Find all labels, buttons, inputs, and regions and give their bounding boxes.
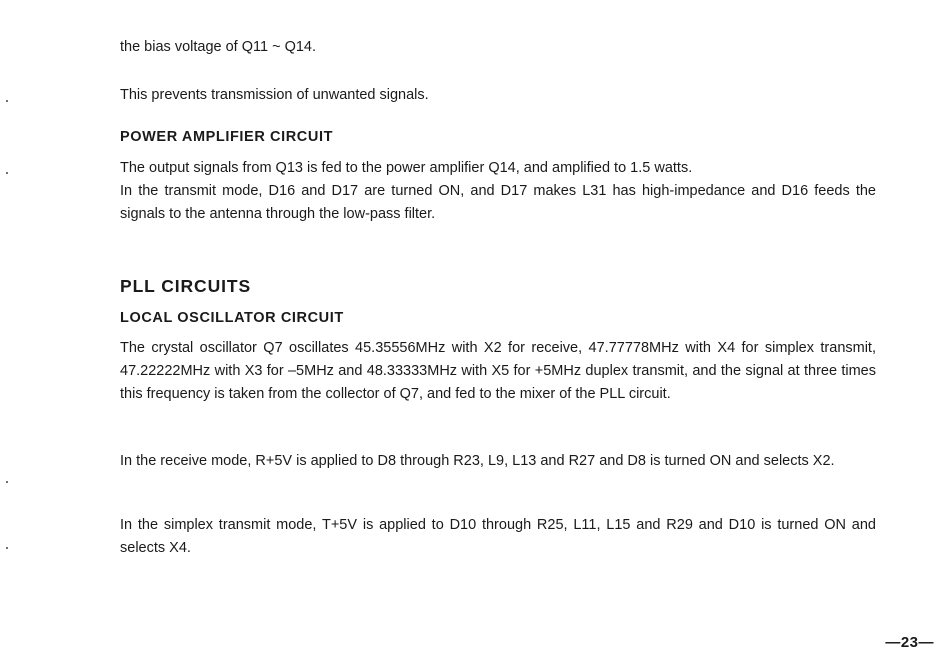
prevents-transmission-line: This prevents transmission of unwanted signals.	[120, 87, 429, 103]
pll-circuits-heading: PLL CIRCUITS	[120, 276, 252, 296]
power-amplifier-text-2: In the transmit mode, D16 and D17 are turned ON, and D17 makes L31 has high-impedance and D16 feeds the signals to the antenna through the low-pass filter.	[120, 183, 876, 222]
bias-voltage-line: the bias voltage of Q11 ~ Q14.	[120, 39, 317, 55]
power-amplifier-heading: POWER AMPLIFIER CIRCUIT	[120, 129, 334, 145]
scan-speck	[6, 172, 8, 174]
page-number: —23—	[885, 634, 934, 651]
local-oscillator-text-1: The crystal oscillator Q7 oscillates 45.35556MHz with X2 for receive, 47.77778MHz with X4 for simplex transmit, 47.22222MHz with X3 for –5MHz and 48.33333MHz with X5 for +5MHz duplex transmit, and the signal at three times this frequency is taken from the collector of Q7, and fed to the mixer of the PLL circuit.	[120, 340, 876, 402]
scan-speck	[6, 481, 8, 483]
local-oscillator-text-3: In the simplex transmit mode, T+5V is applied to D10 through R25, L11, L15 and R29 and D10 is turned ON and selects X4.	[120, 517, 876, 556]
local-oscillator-heading: LOCAL OSCILLATOR CIRCUIT	[120, 310, 344, 326]
scan-speck	[6, 100, 8, 102]
scan-speck	[6, 547, 8, 549]
power-amplifier-text-1: The output signals from Q13 is fed to the power amplifier Q14, and amplified to 1.5 watts.	[120, 160, 693, 176]
local-oscillator-text-2: In the receive mode, R+5V is applied to D8 through R23, L9, L13 and R27 and D8 is turned ON and selects X2.	[120, 453, 835, 469]
